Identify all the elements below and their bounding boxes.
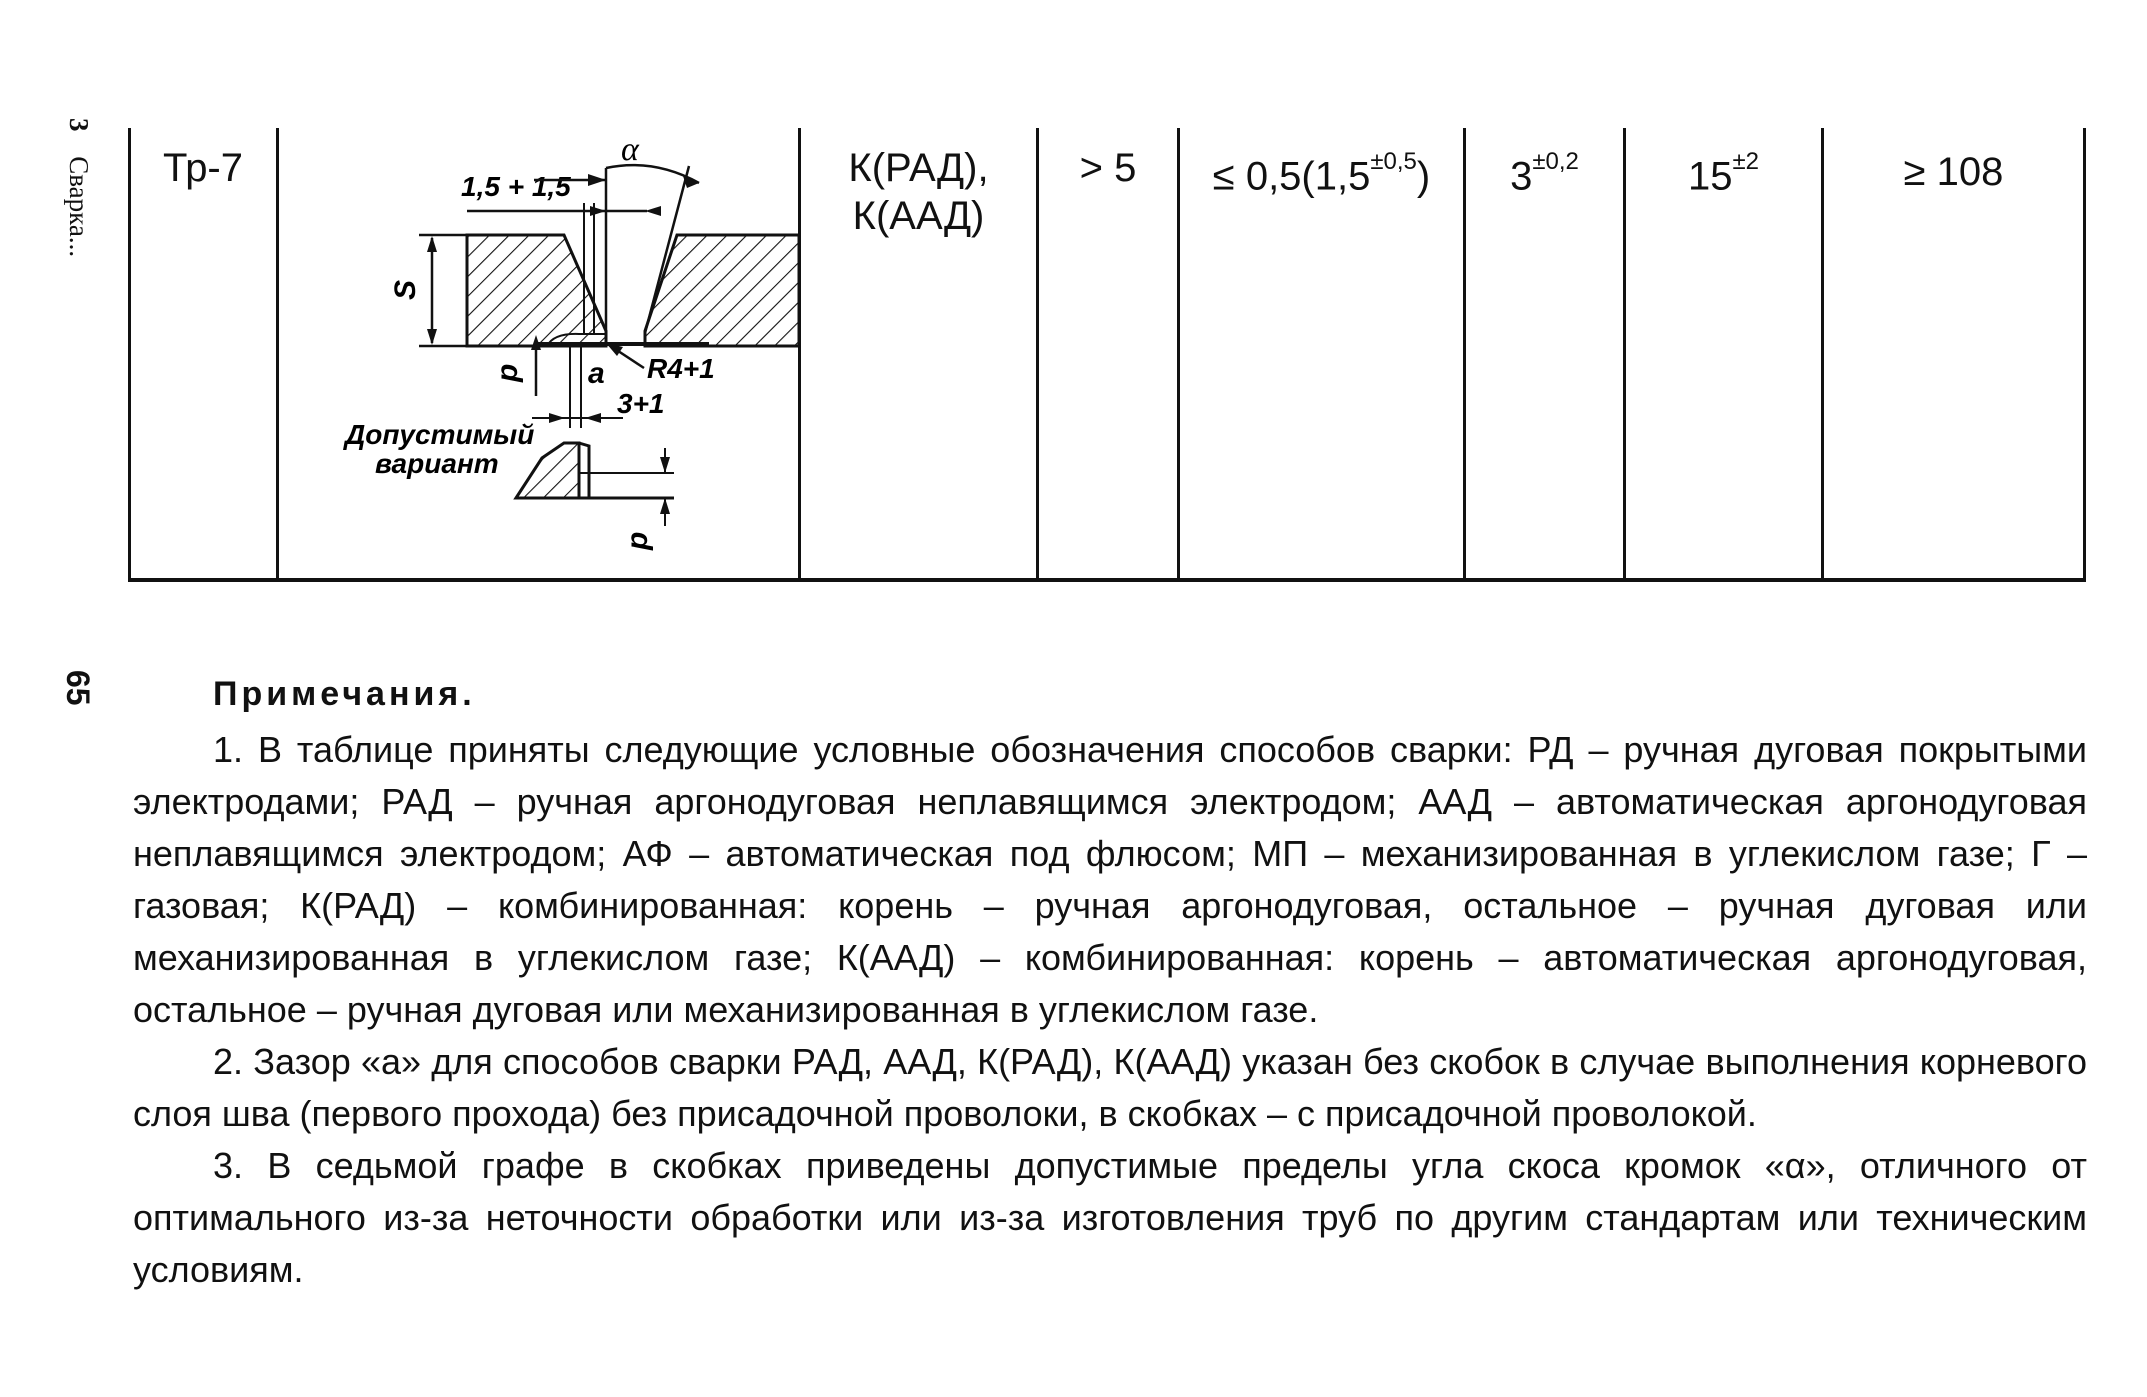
- table-border: [2083, 128, 2086, 578]
- angle-cell: [1626, 144, 1821, 200]
- blunt-value: 3: [1510, 154, 1533, 199]
- label-spacing: 1,5 + 1,5: [461, 171, 571, 202]
- backing-ring: [536, 342, 709, 346]
- thickness-cell: > 5: [1079, 146, 1137, 190]
- gap-tolerance: ±0,5: [1370, 148, 1417, 175]
- section-number: 3: [64, 118, 94, 132]
- page-number-text: 65: [60, 670, 96, 706]
- label-s: S: [389, 279, 422, 300]
- welding-method-line2: К(ААД): [852, 194, 985, 238]
- label-p: p: [491, 363, 524, 382]
- running-header: [62, 118, 94, 348]
- weld-joint-drawing: [279, 128, 798, 574]
- welding-method-line1: К(РАД),: [848, 146, 989, 190]
- label-width: 3+1: [617, 388, 665, 419]
- joint-type-cell: Тр-7: [163, 146, 243, 190]
- table-border: [128, 128, 131, 578]
- gap-suffix: ): [1416, 154, 1431, 199]
- note-3: 3. В седьмой графе в скобках приведены допустимые пределы угла скоса кромок «α», отличного от оптимального из-за неточности обработки или из-за изготовления труб по другим стандартам или техническим условиям.: [133, 1145, 2087, 1290]
- angle-value: 15: [1687, 154, 1733, 199]
- gap-cell: [1180, 144, 1463, 200]
- notes-section: [133, 675, 2087, 1296]
- weld-spec-table: [128, 128, 2086, 582]
- left-plate: [467, 235, 606, 346]
- blunt-tolerance: ±0,2: [1532, 148, 1579, 175]
- section-title: Сварка...: [64, 156, 94, 258]
- welding-method-cell: [801, 144, 1036, 240]
- column-divider: [1036, 128, 1039, 578]
- hardness-cell: ≥ 108: [1903, 150, 2004, 194]
- page-number: [58, 670, 98, 740]
- note-1: 1. В таблице приняты следующие условные обозначения способов сварки: РД – ручная дуговая покрытыми электродами; РАД – ручная аргонодуговая неплавящимся электродом; ААД – автоматическая аргонодуговая неплавящимся электродом; АФ – автоматическая под флюсом; МП – механизированная в углекислом газе; Г – газовая; К(РАД) – комбинированная: корень – ручная аргонодуговая, остальное – ручная дуговая или механизированная в углекислом газе; К(ААД) – комбинированная: корень – автоматическая аргонодуговая, остальное – ручная дуговая или механизированная в углекислом газе.: [133, 729, 2087, 1030]
- gap-value: ≤ 0,5(1,5: [1212, 154, 1371, 199]
- joint-drawing-cell: [279, 128, 798, 574]
- label-a: a: [588, 357, 605, 390]
- right-plate: [645, 235, 798, 346]
- angle-tolerance: ±2: [1732, 148, 1760, 175]
- variant-profile: [516, 443, 579, 498]
- label-radius: R4+1: [647, 353, 715, 384]
- notes-title: Примечания.: [213, 675, 476, 713]
- label-p2: p: [621, 531, 654, 550]
- blunt-cell: [1466, 144, 1623, 200]
- label-variant-line1: Допустимый: [345, 419, 535, 450]
- label-alpha: α: [621, 131, 639, 168]
- note-2: 2. Зазор «а» для способов сварки РАД, ААД, К(РАД), К(ААД) указан без скобок в случае выполнения корневого слоя шва (первого прохода) без присадочной проволоки, в скобках – с присадочной проволокой.: [133, 1041, 2087, 1134]
- label-variant-line2: вариант: [375, 448, 499, 479]
